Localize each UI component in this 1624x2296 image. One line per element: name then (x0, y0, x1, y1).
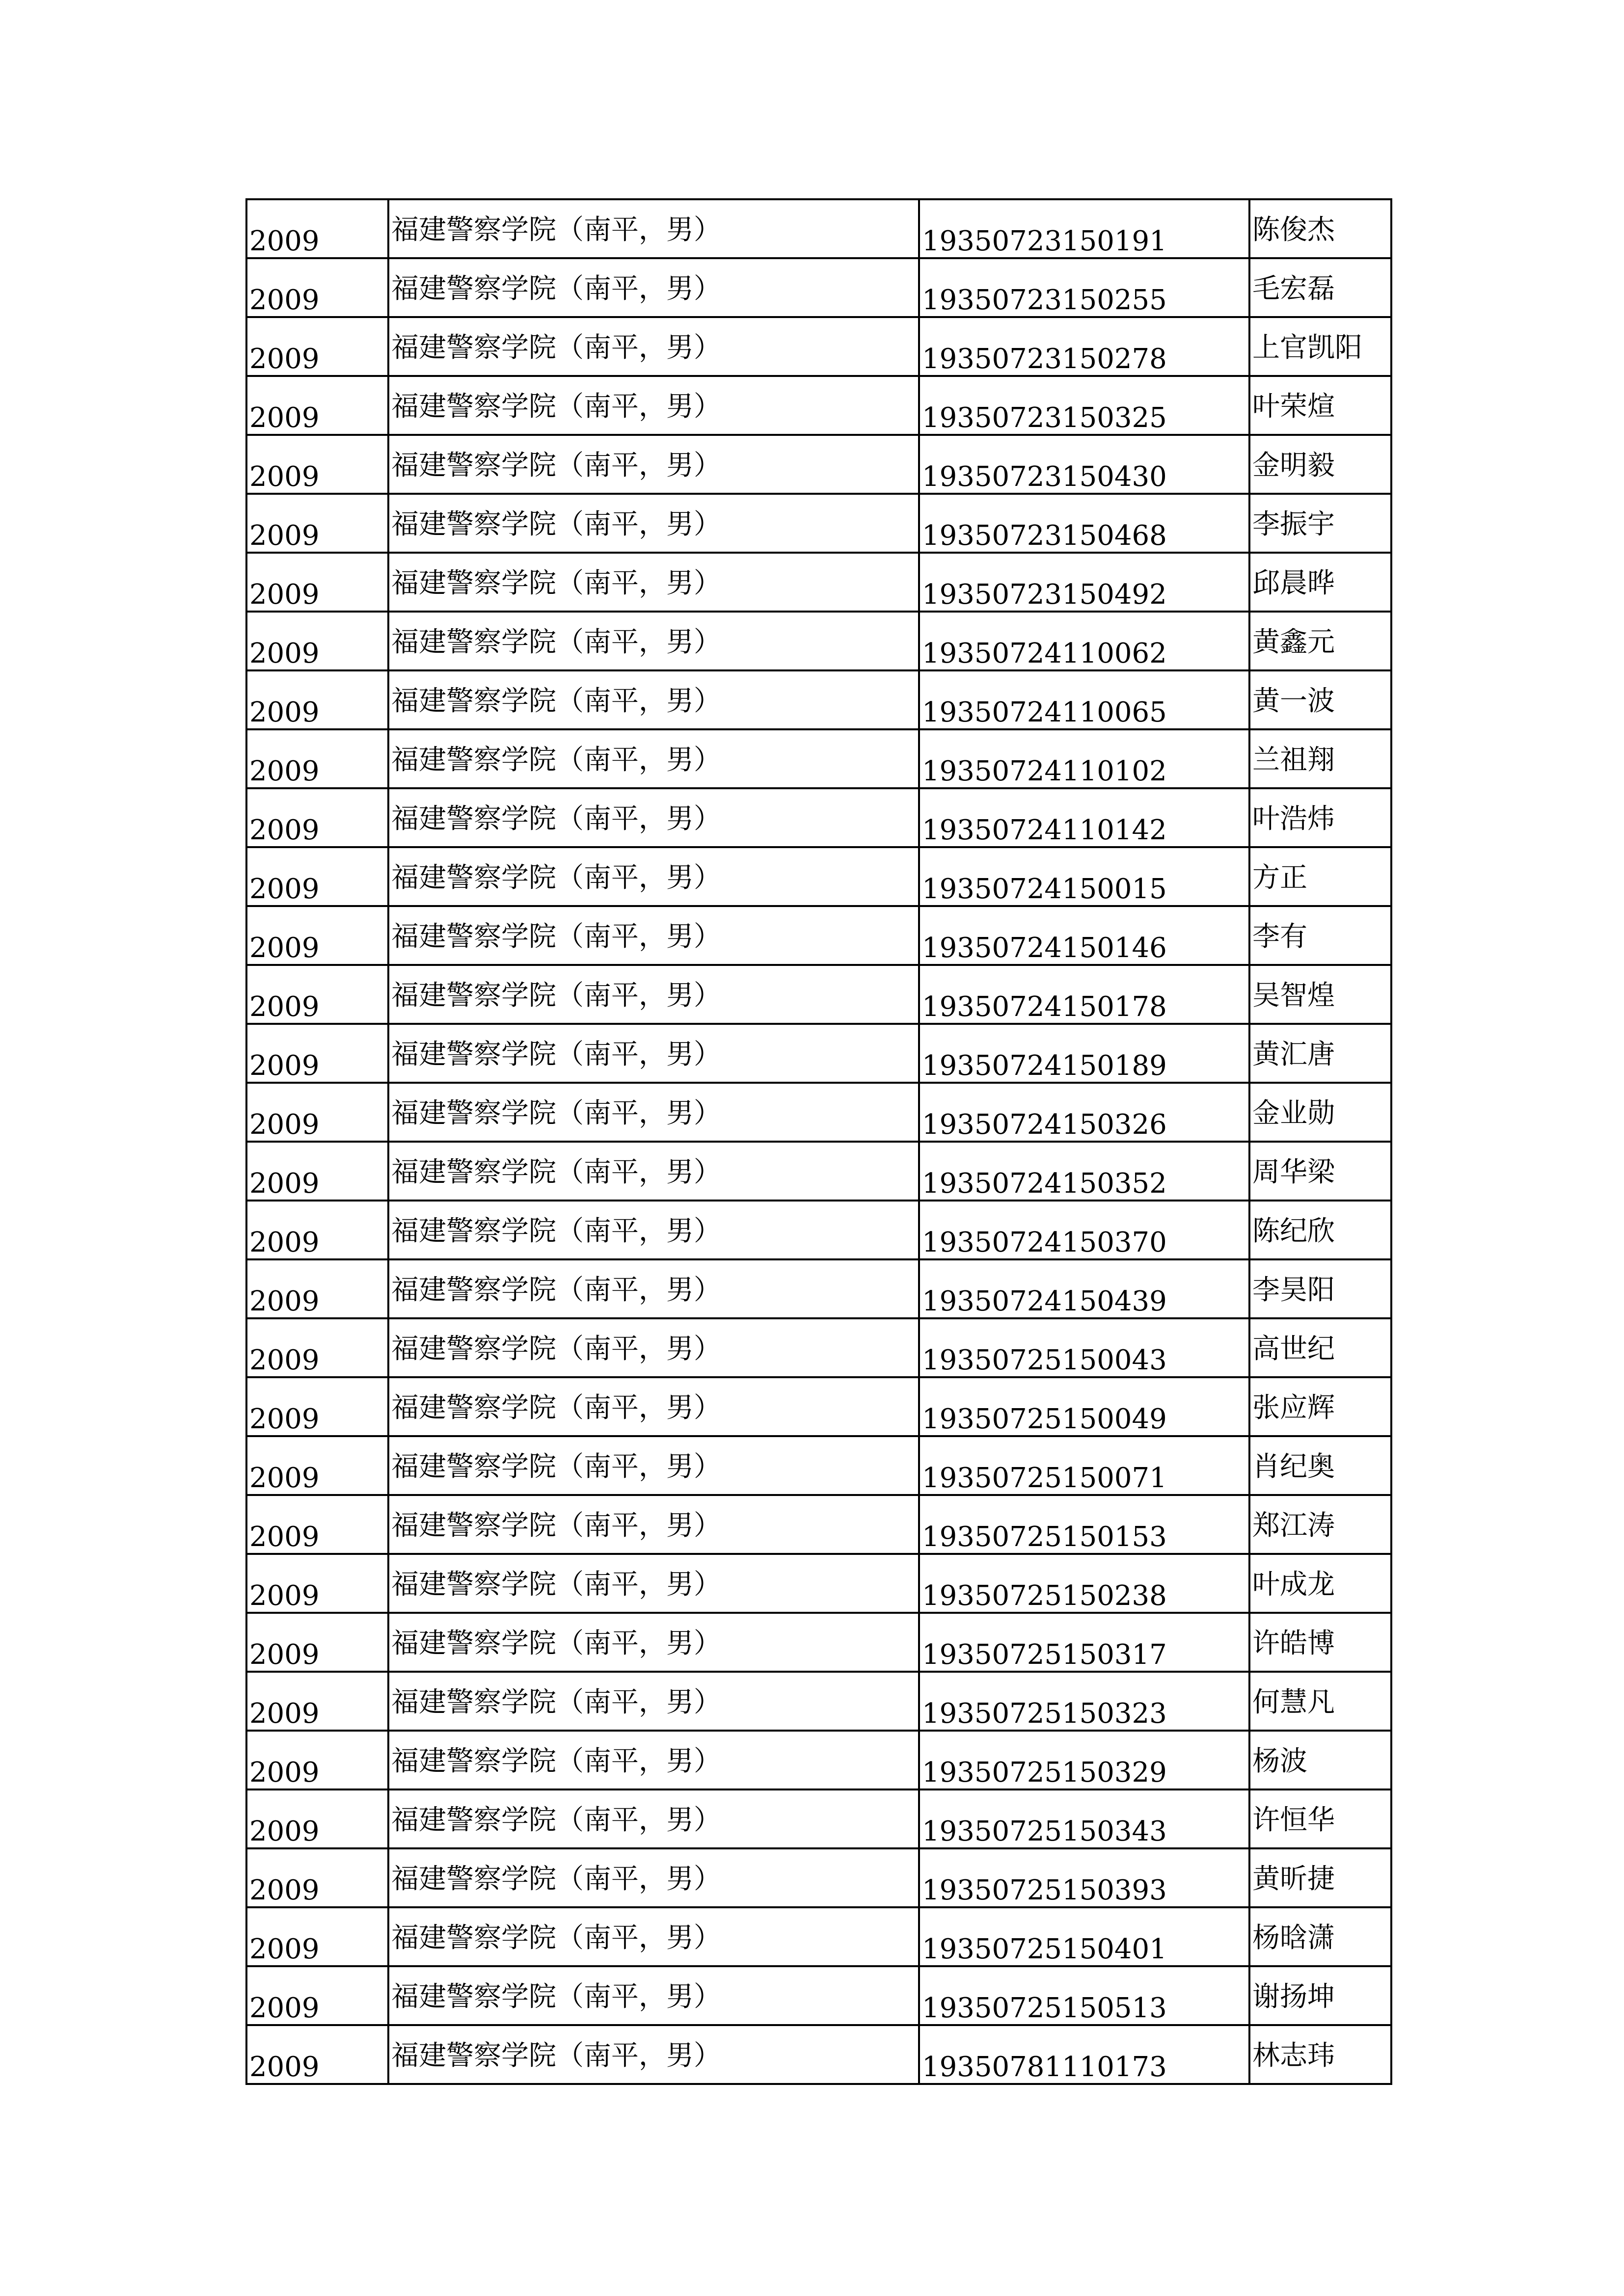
student-name-cell: 叶成龙 (1249, 1554, 1391, 1613)
exam-number-cell: 19350724110062 (919, 612, 1249, 670)
school-cell: 福建警察学院（南平，男） (388, 906, 919, 965)
table-row (246, 1907, 1391, 1966)
exam-number-cell: 19350723150492 (919, 553, 1249, 612)
table-row (246, 1966, 1391, 2025)
exam-number-cell: 19350725150329 (919, 1731, 1249, 1789)
school-cell: 福建警察学院（南平，男） (388, 1201, 919, 1259)
school-cell: 福建警察学院（南平，男） (388, 1554, 919, 1613)
student-name-cell: 黄鑫元 (1249, 612, 1391, 670)
exam-number-cell: 19350723150255 (919, 258, 1249, 317)
student-name-cell: 邱晨晔 (1249, 553, 1391, 612)
school-cell: 福建警察学院（南平，男） (388, 317, 919, 376)
year-cell: 2009 (246, 494, 388, 553)
exam-number-cell: 19350724150352 (919, 1142, 1249, 1201)
student-name-cell: 兰祖翔 (1249, 729, 1391, 788)
school-cell: 福建警察学院（南平，男） (388, 670, 919, 729)
student-name-cell: 毛宏磊 (1249, 258, 1391, 317)
year-cell: 2009 (246, 670, 388, 729)
school-cell: 福建警察学院（南平，男） (388, 788, 919, 847)
year-cell: 2009 (246, 1731, 388, 1789)
exam-number-cell: 19350724110142 (919, 788, 1249, 847)
student-name-cell: 黄昕捷 (1249, 1848, 1391, 1907)
year-cell: 2009 (246, 906, 388, 965)
school-cell: 福建警察学院（南平，男） (388, 553, 919, 612)
student-name-cell: 李振宇 (1249, 494, 1391, 553)
year-cell: 2009 (246, 1142, 388, 1201)
year-cell: 2009 (246, 1966, 388, 2025)
year-cell: 2009 (246, 1554, 388, 1613)
year-cell: 2009 (246, 1672, 388, 1731)
table-row (246, 1201, 1391, 1259)
school-cell: 福建警察学院（南平，男） (388, 2025, 919, 2084)
table-row (246, 376, 1391, 435)
school-cell: 福建警察学院（南平，男） (388, 376, 919, 435)
school-cell: 福建警察学院（南平，男） (388, 1613, 919, 1672)
exam-number-cell: 19350725150401 (919, 1907, 1249, 1966)
exam-number-cell: 19350781110173 (919, 2025, 1249, 2084)
school-cell: 福建警察学院（南平，男） (388, 1789, 919, 1848)
exam-number-cell: 19350724150015 (919, 847, 1249, 906)
exam-number-cell: 19350725150049 (919, 1377, 1249, 1436)
student-name-cell: 陈俊杰 (1249, 199, 1391, 258)
table-row (246, 965, 1391, 1024)
student-name-cell: 李有 (1249, 906, 1391, 965)
year-cell: 2009 (246, 553, 388, 612)
table-row (246, 1731, 1391, 1789)
school-cell: 福建警察学院（南平，男） (388, 435, 919, 494)
student-name-cell: 张应辉 (1249, 1377, 1391, 1436)
year-cell: 2009 (246, 1848, 388, 1907)
table-row (246, 1789, 1391, 1848)
student-name-cell: 李昊阳 (1249, 1259, 1391, 1318)
student-name-cell: 陈纪欣 (1249, 1201, 1391, 1259)
student-name-cell: 郑江涛 (1249, 1495, 1391, 1554)
student-name-cell: 叶荣煊 (1249, 376, 1391, 435)
school-cell: 福建警察学院（南平，男） (388, 1318, 919, 1377)
school-cell: 福建警察学院（南平，男） (388, 494, 919, 553)
student-name-cell: 吴智煌 (1249, 965, 1391, 1024)
exam-number-cell: 19350725150323 (919, 1672, 1249, 1731)
student-name-cell: 黄汇唐 (1249, 1024, 1391, 1083)
table-row (246, 1613, 1391, 1672)
table-row (246, 1436, 1391, 1495)
table-row (246, 494, 1391, 553)
table-row (246, 1672, 1391, 1731)
exam-number-cell: 19350725150393 (919, 1848, 1249, 1907)
table-body (246, 199, 1391, 2084)
table-row (246, 1083, 1391, 1142)
year-cell: 2009 (246, 788, 388, 847)
school-cell: 福建警察学院（南平，男） (388, 1495, 919, 1554)
exam-number-cell: 19350725150043 (919, 1318, 1249, 1377)
student-name-cell: 方正 (1249, 847, 1391, 906)
school-cell: 福建警察学院（南平，男） (388, 1672, 919, 1731)
table-row (246, 1259, 1391, 1318)
school-cell: 福建警察学院（南平，男） (388, 258, 919, 317)
school-cell: 福建警察学院（南平，男） (388, 965, 919, 1024)
year-cell: 2009 (246, 612, 388, 670)
exam-number-cell: 19350724150146 (919, 906, 1249, 965)
year-cell: 2009 (246, 729, 388, 788)
student-name-cell: 林志玮 (1249, 2025, 1391, 2084)
student-name-cell: 金明毅 (1249, 435, 1391, 494)
year-cell: 2009 (246, 1024, 388, 1083)
exam-number-cell: 19350724150326 (919, 1083, 1249, 1142)
school-cell: 福建警察学院（南平，男） (388, 1848, 919, 1907)
exam-number-cell: 19350724150370 (919, 1201, 1249, 1259)
student-name-cell: 杨波 (1249, 1731, 1391, 1789)
year-cell: 2009 (246, 317, 388, 376)
table-row (246, 847, 1391, 906)
year-cell: 2009 (246, 1318, 388, 1377)
table-row (246, 258, 1391, 317)
student-name-cell: 何慧凡 (1249, 1672, 1391, 1731)
exam-number-cell: 19350724150189 (919, 1024, 1249, 1083)
exam-number-cell: 19350725150238 (919, 1554, 1249, 1613)
student-name-cell: 肖纪奥 (1249, 1436, 1391, 1495)
student-name-cell: 金业勋 (1249, 1083, 1391, 1142)
school-cell: 福建警察学院（南平，男） (388, 1907, 919, 1966)
school-cell: 福建警察学院（南平，男） (388, 612, 919, 670)
school-cell: 福建警察学院（南平，男） (388, 1142, 919, 1201)
table-row (246, 1495, 1391, 1554)
table-row (246, 729, 1391, 788)
table-row (246, 788, 1391, 847)
table-row (246, 317, 1391, 376)
exam-number-cell: 19350725150317 (919, 1613, 1249, 1672)
exam-number-cell: 19350724150439 (919, 1259, 1249, 1318)
year-cell: 2009 (246, 1377, 388, 1436)
exam-number-cell: 19350725150513 (919, 1966, 1249, 2025)
table-row (246, 2025, 1391, 2084)
table-row (246, 612, 1391, 670)
table-row (246, 435, 1391, 494)
school-cell: 福建警察学院（南平，男） (388, 199, 919, 258)
exam-number-cell: 19350723150468 (919, 494, 1249, 553)
table-row (246, 906, 1391, 965)
admission-list-table (245, 198, 1392, 2085)
year-cell: 2009 (246, 1613, 388, 1672)
table-row (246, 1554, 1391, 1613)
exam-number-cell: 19350725150343 (919, 1789, 1249, 1848)
school-cell: 福建警察学院（南平，男） (388, 1024, 919, 1083)
year-cell: 2009 (246, 2025, 388, 2084)
year-cell: 2009 (246, 1495, 388, 1554)
table-row (246, 1377, 1391, 1436)
exam-number-cell: 19350724150178 (919, 965, 1249, 1024)
table-row (246, 1024, 1391, 1083)
year-cell: 2009 (246, 1083, 388, 1142)
student-name-cell: 周华梁 (1249, 1142, 1391, 1201)
year-cell: 2009 (246, 1789, 388, 1848)
table-row (246, 1142, 1391, 1201)
table-row (246, 670, 1391, 729)
exam-number-cell: 19350723150278 (919, 317, 1249, 376)
school-cell: 福建警察学院（南平，男） (388, 1259, 919, 1318)
year-cell: 2009 (246, 1436, 388, 1495)
school-cell: 福建警察学院（南平，男） (388, 729, 919, 788)
student-name-cell: 许皓博 (1249, 1613, 1391, 1672)
year-cell: 2009 (246, 1201, 388, 1259)
table-row (246, 199, 1391, 258)
year-cell: 2009 (246, 965, 388, 1024)
school-cell: 福建警察学院（南平，男） (388, 847, 919, 906)
table-row (246, 553, 1391, 612)
exam-number-cell: 19350725150071 (919, 1436, 1249, 1495)
table-row (246, 1318, 1391, 1377)
year-cell: 2009 (246, 376, 388, 435)
student-name-cell: 许恒华 (1249, 1789, 1391, 1848)
year-cell: 2009 (246, 199, 388, 258)
student-name-cell: 叶浩炜 (1249, 788, 1391, 847)
year-cell: 2009 (246, 1907, 388, 1966)
year-cell: 2009 (246, 258, 388, 317)
student-name-cell: 黄一波 (1249, 670, 1391, 729)
year-cell: 2009 (246, 847, 388, 906)
school-cell: 福建警察学院（南平，男） (388, 1436, 919, 1495)
student-name-cell: 谢扬坤 (1249, 1966, 1391, 2025)
school-cell: 福建警察学院（南平，男） (388, 1083, 919, 1142)
exam-number-cell: 19350724110065 (919, 670, 1249, 729)
student-name-cell: 上官凯阳 (1249, 317, 1391, 376)
table-row (246, 1848, 1391, 1907)
year-cell: 2009 (246, 1259, 388, 1318)
year-cell: 2009 (246, 435, 388, 494)
exam-number-cell: 19350725150153 (919, 1495, 1249, 1554)
exam-number-cell: 19350723150325 (919, 376, 1249, 435)
school-cell: 福建警察学院（南平，男） (388, 1377, 919, 1436)
exam-number-cell: 19350723150191 (919, 199, 1249, 258)
student-name-cell: 高世纪 (1249, 1318, 1391, 1377)
exam-number-cell: 19350724110102 (919, 729, 1249, 788)
exam-number-cell: 19350723150430 (919, 435, 1249, 494)
school-cell: 福建警察学院（南平，男） (388, 1731, 919, 1789)
student-name-cell: 杨晗潇 (1249, 1907, 1391, 1966)
school-cell: 福建警察学院（南平，男） (388, 1966, 919, 2025)
